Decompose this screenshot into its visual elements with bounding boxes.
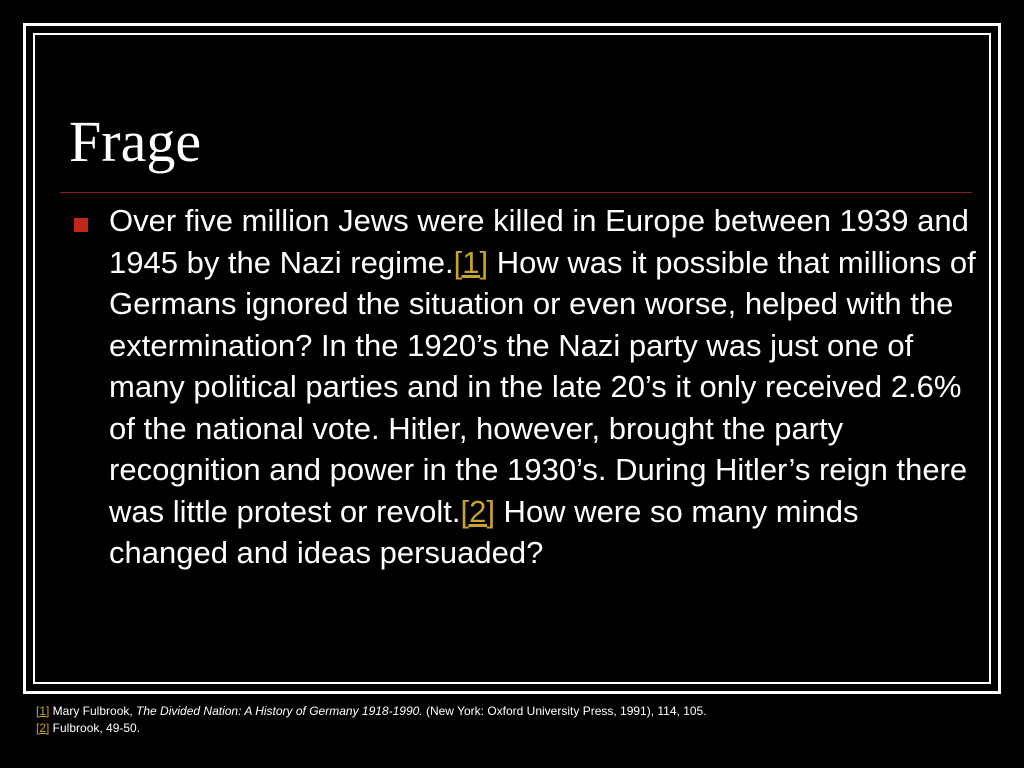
footnote-ref-link-2[interactable]: [2] [460,493,495,529]
slide-body-paragraph [109,200,977,574]
footnote-2-text: Fulbrook, 49-50. [49,721,141,735]
footnote-2-marker-link[interactable]: [2] [36,721,50,735]
footnote-1-marker-link[interactable]: [1] [36,704,50,718]
body-text-part-2: How was it possible that millions of Germans ignored the situation or even worse, helped with the extermination? In the 1920’s the Nazi party was just one of many political parties and in the late 20’s it only received 2.6% of the national vote. Hitler, however, brought the party recognition and power in the 1930’s. During Hitler’s reign there was little protest or revolt. [109,244,976,529]
footnote-ref-link-1[interactable]: [1] [453,244,489,280]
footnote-1-author: Mary Fulbrook, [49,704,137,718]
footnote-1-book-title: The Divided Nation: A History of Germany 1918-1990. [136,704,423,718]
body-text-part-1: Over five million Jews were killed in Europe between 1939 and 1945 by the Nazi regime. [109,203,969,280]
footnote-2 [36,720,996,737]
footnotes [36,703,996,737]
footnote-1-publication: (New York: Oxford University Press, 1991), 114, 105. [422,704,707,718]
body-text-part-3: How were so many minds changed and ideas persuaded? [109,493,859,570]
footnote-1 [36,703,996,720]
bullet-square-icon [74,218,88,232]
slide-title: Frage [69,109,202,174]
title-divider [60,192,972,193]
